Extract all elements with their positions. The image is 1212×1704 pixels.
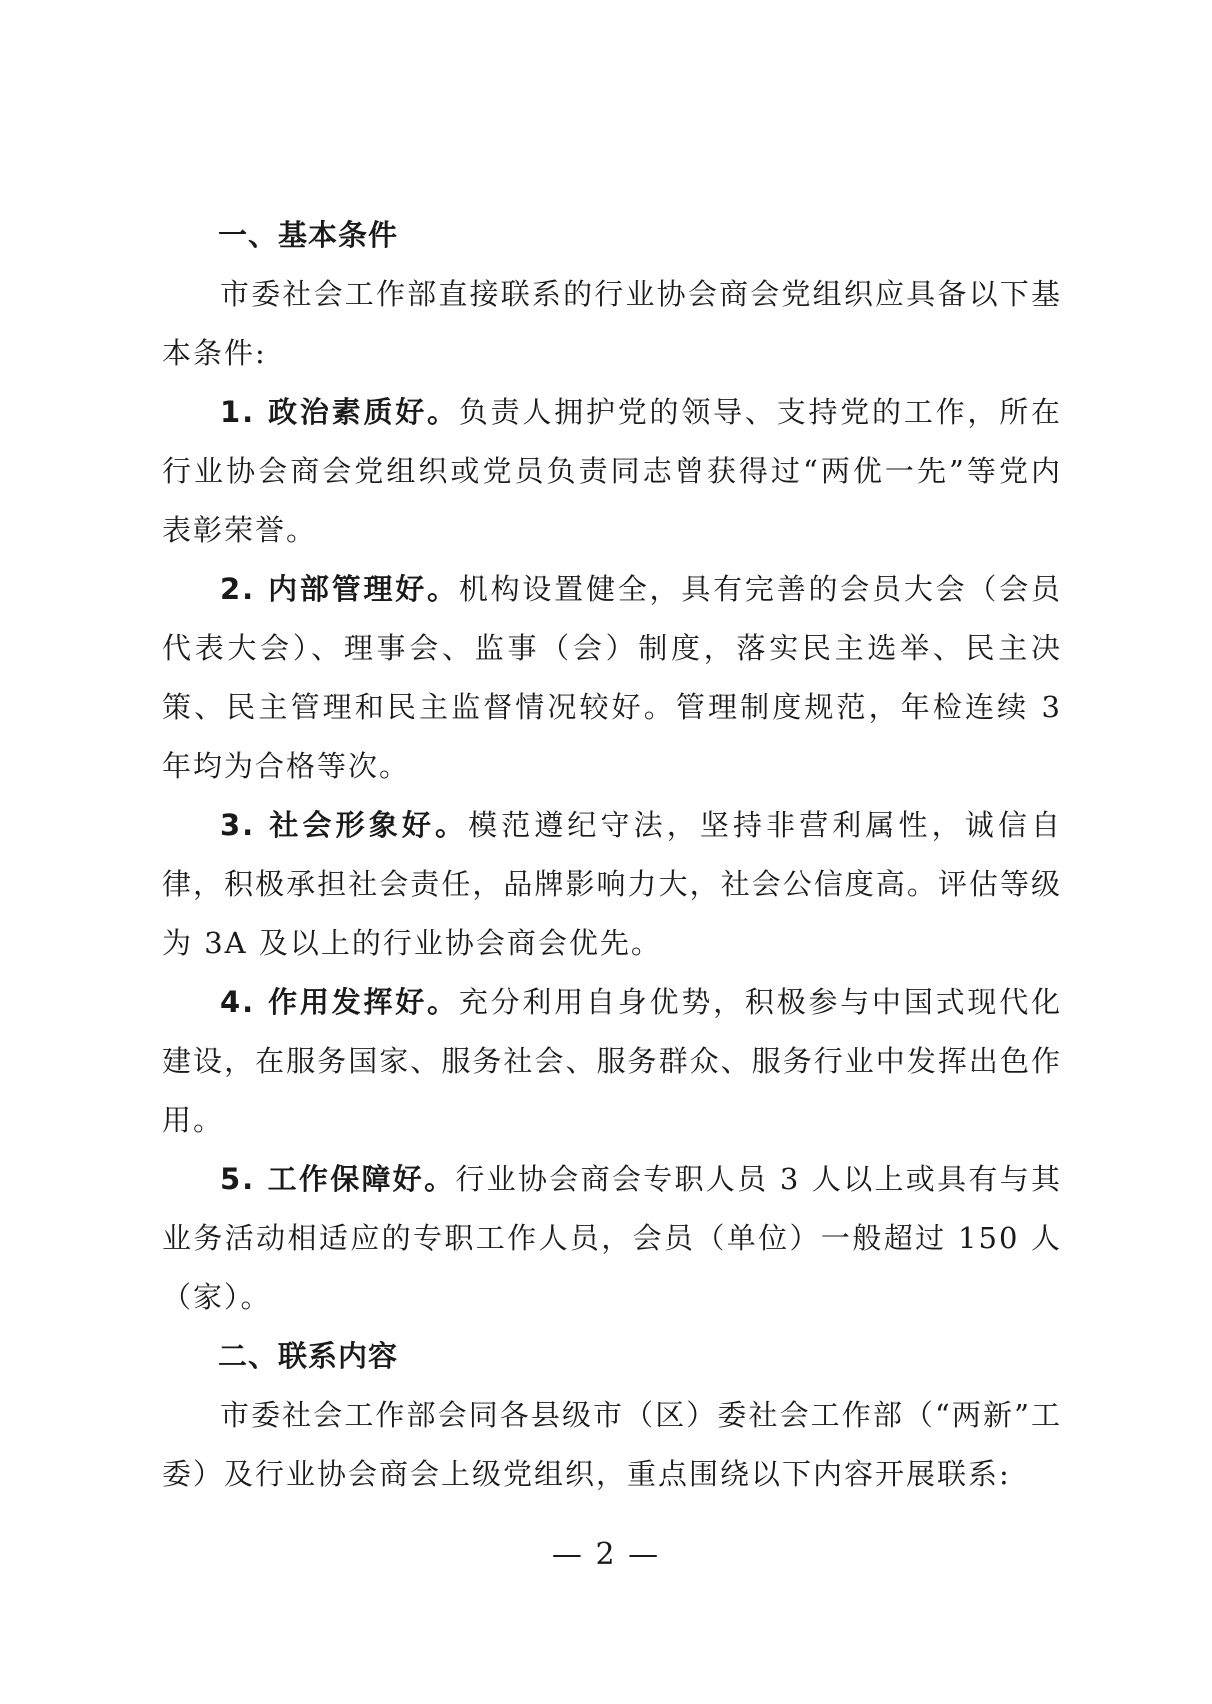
section-1-intro: 市委社会工作部直接联系的行业协会商会党组织应具备以下基本条件: xyxy=(162,277,1062,370)
section-2-heading: 二、联系内容 xyxy=(218,1339,399,1373)
section-2-intro: 市委社会工作部会同各县级市（区）委社会工作部（“两新”工委）及行业协会商会上级党组织，重点围绕以下内容开展联系: xyxy=(162,1398,1062,1491)
page-number: — 2 — xyxy=(551,1537,661,1572)
condition-item-3-lead: 3. 社会形象好。 xyxy=(220,808,469,842)
condition-item-1-lead: 1. 政治素质好。 xyxy=(220,395,459,429)
condition-item-3-text: 模范遵纪守法，坚持非营利属性，诚信自律，积极承担社会责任，品牌影响力大，社会公信度高。评估等级为 3A 及以上的行业协会商会优先。 xyxy=(162,808,1062,960)
document-body xyxy=(162,206,1062,1504)
condition-item-5 xyxy=(162,1150,1062,1327)
condition-item-1-text: 负责人拥护党的领导、支持党的工作，所在行业协会商会党组织或党员负责同志曾获得过“两优一先”等党内表彰荣誉。 xyxy=(162,395,1062,547)
section-1-heading: 一、基本条件 xyxy=(218,218,399,252)
condition-item-5-lead: 5. 工作保障好。 xyxy=(220,1162,456,1196)
condition-item-2 xyxy=(162,560,1062,796)
condition-item-4-text: 充分利用自身优势，积极参与中国式现代化建设，在服务国家、服务社会、服务群众、服务行业中发挥出色作用。 xyxy=(162,985,1062,1137)
condition-item-5-text: 行业协会商会专职人员 3 人以上或具有与其业务活动相适应的专职工作人员，会员（单位）一般超过 150 人（家）。 xyxy=(162,1162,1063,1314)
condition-item-1 xyxy=(162,383,1062,560)
condition-item-2-text: 机构设置健全，具有完善的会员大会（会员代表大会）、理事会、监事（会）制度，落实民主选举、民主决策、民主管理和民主监督情况较好。管理制度规范，年检连续 3 年均为合格等次。 xyxy=(162,572,1062,783)
condition-item-2-lead: 2. 内部管理好。 xyxy=(220,572,459,606)
condition-item-3 xyxy=(162,796,1062,973)
condition-item-4-lead: 4. 作用发挥好。 xyxy=(220,985,459,1019)
condition-item-4 xyxy=(162,973,1062,1150)
